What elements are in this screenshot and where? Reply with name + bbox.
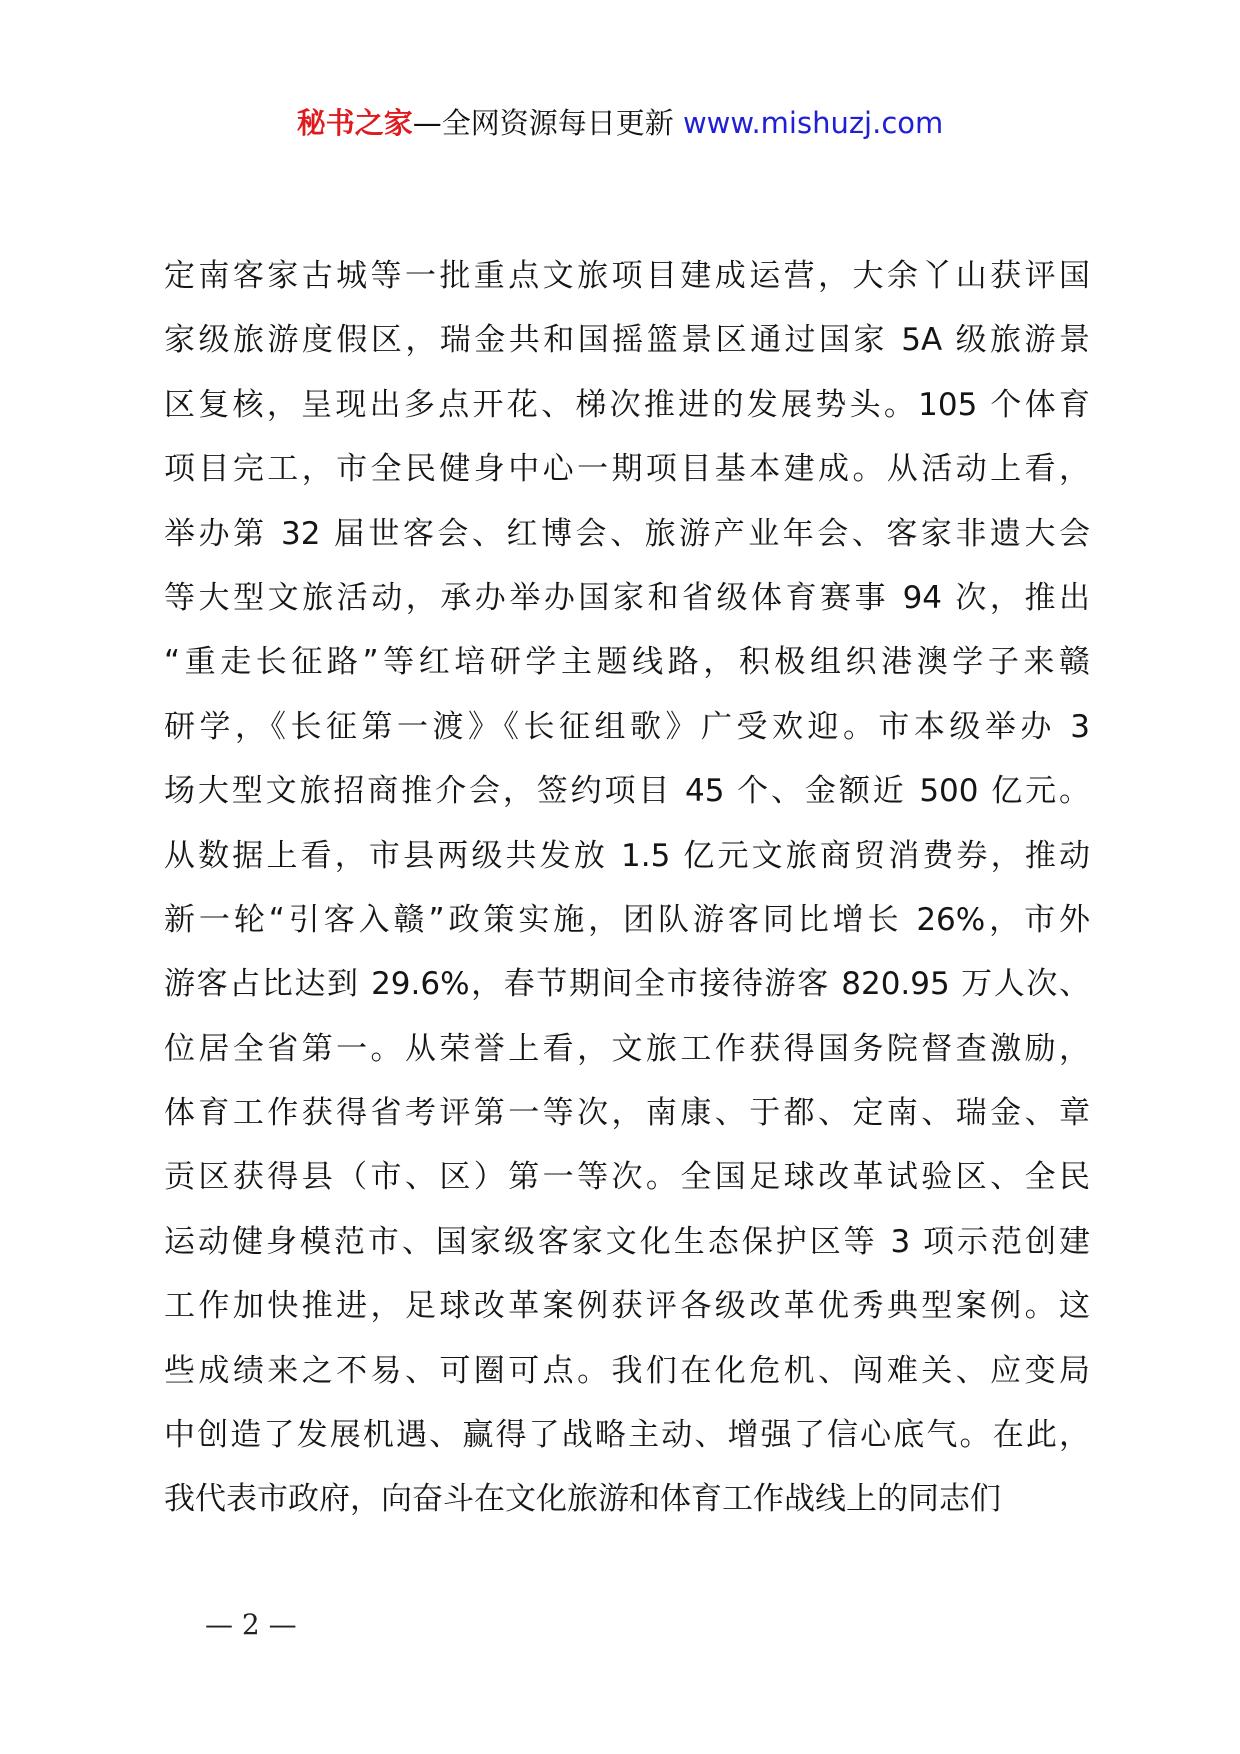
header-url-link[interactable]: www.mishuzj.com xyxy=(682,106,944,140)
text-line: 新一轮“引客入赣”政策实施，团队游客同比增长 26%，市外 xyxy=(164,901,1090,938)
text-line: 研学，《长征第一渡》《长征组歌》广受欢迎。市本级举办 3 xyxy=(164,708,1090,745)
body-text xyxy=(164,244,1090,1532)
text-line: 项目完工，市全民健身中心一期项目基本建成。从活动上看， xyxy=(164,451,1090,488)
text-line: 运动健身模范市、国家级客家文化生态保护区等 3 项示范创建 xyxy=(164,1223,1090,1260)
text-line: 我代表市政府，向奋斗在文化旅游和体育工作战线上的同志们 xyxy=(164,1481,1001,1518)
header-tagline: —全网资源每日更新 xyxy=(412,106,674,140)
page-header xyxy=(0,103,1240,143)
header-brand: 秘书之家 xyxy=(296,106,413,140)
text-line: 贡区获得县（市、区）第一等次。全国足球改革试验区、全民 xyxy=(164,1159,1090,1196)
text-line: 定南客家古城等一批重点文旅项目建成运营，大余丫山获评国 xyxy=(164,258,1090,294)
text-line: 举办第 32 届世客会、红博会、旅游产业年会、客家非遗大会 xyxy=(164,515,1090,552)
text-line: 游客占比达到 29.6%，春节期间全市接待游客 820.95 万人次、 xyxy=(164,966,1090,1003)
text-line: 区复核，呈现出多点开花、梯次推进的发展势头。105 个体育 xyxy=(164,386,1090,423)
text-line: 从数据上看，市县两级共发放 1.5 亿元文旅商贸消费券，推动 xyxy=(164,837,1090,874)
text-line: “重走长征路”等红培研学主题线路，积极组织港澳学子来赣 xyxy=(164,644,1090,681)
text-line: 等大型文旅活动，承办举办国家和省级体育赛事 94 次，推出 xyxy=(164,579,1090,616)
text-line: 体育工作获得省考评第一等次，南康、于都、定南、瑞金、章 xyxy=(164,1095,1090,1132)
page-number: — 2 — xyxy=(205,1608,297,1641)
text-line: 家级旅游度假区，瑞金共和国摇篮景区通过国家 5A 级旅游景 xyxy=(164,322,1090,359)
text-line: 位居全省第一。从荣誉上看，文旅工作获得国务院督查激励， xyxy=(164,1030,1090,1067)
text-line: 场大型文旅招商推介会，签约项目 45 个、金额近 500 亿元。 xyxy=(164,773,1090,810)
text-line: 工作加快推进，足球改革案例获评各级改革优秀典型案例。这 xyxy=(164,1288,1090,1325)
text-line: 中创造了发展机遇、赢得了战略主动、增强了信心底气。在此， xyxy=(164,1417,1090,1454)
text-line: 些成绩来之不易、可圈可点。我们在化危机、闯难关、应变局 xyxy=(164,1352,1090,1389)
